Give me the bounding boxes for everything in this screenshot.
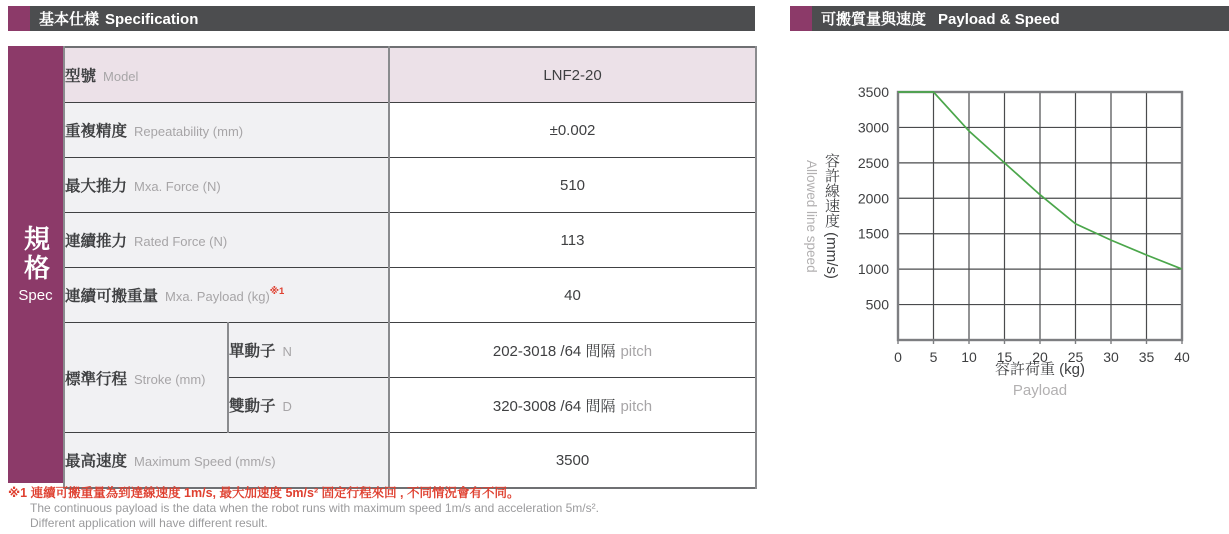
table-row-stroke-single <box>64 323 756 378</box>
x-axis-title-en: Payload <box>1012 382 1068 399</box>
label-repeatability-en: Repeatability (mm) <box>134 124 244 139</box>
value-payload: 40 <box>389 268 756 323</box>
table-row-rated-force <box>64 213 756 268</box>
footnotes <box>8 486 768 530</box>
svg-text:10: 10 <box>961 349 977 365</box>
label-stroke-single-en: N <box>282 344 292 359</box>
sidebar-label-en: Spec <box>18 287 53 304</box>
svg-text:25: 25 <box>1067 349 1084 365</box>
label-stroke-zh: 標準行程 <box>65 370 128 388</box>
accent-square <box>790 6 812 31</box>
label-rated-force-zh: 連續推力 <box>65 233 128 250</box>
label-repeatability <box>64 103 389 158</box>
value-stroke-double-main: 320-3008 /64 間隔 <box>492 397 616 415</box>
label-max-speed <box>64 433 389 489</box>
value-stroke-single-main: 202-3018 /64 間隔 <box>492 342 616 360</box>
y-axis-title <box>800 82 846 350</box>
label-stroke-double-zh: 雙動子 <box>229 398 276 415</box>
payload-footnote-marker: ※1 <box>269 285 285 297</box>
label-stroke-double-en: D <box>282 399 292 414</box>
table-row-max-speed <box>64 433 756 489</box>
label-payload <box>64 268 389 323</box>
svg-text:1000: 1000 <box>857 261 889 278</box>
x-axis-title-zh: 容許荷重 (kg) <box>994 361 1086 378</box>
label-max-force-zh: 最大推力 <box>65 178 128 195</box>
section-title-zh: 可搬質量與速度 <box>821 11 927 28</box>
value-stroke-double-suffix: pitch <box>620 397 653 415</box>
table-row-max-force <box>64 158 756 213</box>
svg-text:500: 500 <box>865 296 889 313</box>
label-repeatability-zh: 重複精度 <box>65 123 128 140</box>
section-title-en: Specification <box>105 11 199 28</box>
label-max-force <box>64 158 389 213</box>
value-stroke-single-suffix: pitch <box>620 342 653 360</box>
payload-speed-chart <box>800 82 1198 408</box>
value-stroke-single <box>389 323 756 378</box>
value-repeatability: ±0.002 <box>389 103 756 158</box>
svg-text:15: 15 <box>996 349 1013 365</box>
accent-square <box>8 6 30 31</box>
label-max-force-en: Mxa. Force (N) <box>134 179 221 194</box>
svg-text:40: 40 <box>1174 349 1190 365</box>
svg-text:3500: 3500 <box>857 84 889 100</box>
y-axis-title-en: Allowed line speed <box>804 159 819 273</box>
value-model: LNF2-20 <box>389 47 756 103</box>
svg-text:2000: 2000 <box>857 190 889 207</box>
label-model-en: Model <box>103 69 139 84</box>
footnote-en-2: Different application will have different result. <box>30 515 268 530</box>
table-row-model <box>64 47 756 103</box>
label-model-zh: 型號 <box>65 68 97 85</box>
svg-text:5: 5 <box>929 349 938 365</box>
sidebar-label-zh: 規格 <box>20 225 51 283</box>
spec-table <box>63 46 757 489</box>
section-title-en: Payload & Speed <box>938 11 1060 28</box>
svg-text:20: 20 <box>1032 349 1048 365</box>
label-payload-zh: 連續可搬重量 <box>65 288 159 305</box>
chart-canvas <box>846 82 1198 408</box>
label-model <box>64 47 389 103</box>
svg-text:3000: 3000 <box>857 119 889 136</box>
value-stroke-double <box>389 378 756 433</box>
value-max-speed: 3500 <box>389 433 756 489</box>
table-row-repeatability <box>64 103 756 158</box>
svg-text:1500: 1500 <box>857 225 889 242</box>
label-max-speed-zh: 最高速度 <box>65 453 128 470</box>
value-max-force: 510 <box>389 158 756 213</box>
y-axis-title-zh: 容許線速度 (mm/s) <box>823 153 840 279</box>
specification-section-header <box>8 6 755 31</box>
label-payload-en: Mxa. Payload (kg) <box>165 289 270 304</box>
footnote-red: ※1 連續可搬重量為到達線速度 1m/s, 最大加速度 5m/s² 固定行程來回 , 不同情況會有不同。 <box>8 486 520 500</box>
svg-text:0: 0 <box>894 349 902 365</box>
section-title-payload-speed <box>821 8 1060 29</box>
label-stroke-single-zh: 單動子 <box>229 343 276 360</box>
section-title-zh: 基本仕樣 <box>39 11 100 28</box>
footnote-en-1: The continuous payload is the data when the robot runs with maximum speed 1m/s and acceleration 5m/s². <box>30 501 599 515</box>
label-stroke <box>64 323 228 433</box>
payload-speed-section-header <box>790 6 1229 31</box>
table-row-payload <box>64 268 756 323</box>
svg-text:35: 35 <box>1138 349 1155 365</box>
svg-text:2500: 2500 <box>857 154 889 171</box>
label-stroke-single <box>228 323 389 378</box>
label-stroke-double <box>228 378 389 433</box>
label-max-speed-en: Maximum Speed (mm/s) <box>134 454 276 469</box>
spec-sidebar <box>8 46 63 483</box>
label-rated-force <box>64 213 389 268</box>
value-rated-force: 113 <box>389 213 756 268</box>
label-rated-force-en: Rated Force (N) <box>134 234 228 249</box>
section-title-specification <box>39 8 198 29</box>
label-stroke-en: Stroke (mm) <box>134 371 206 387</box>
svg-text:30: 30 <box>1103 349 1119 365</box>
